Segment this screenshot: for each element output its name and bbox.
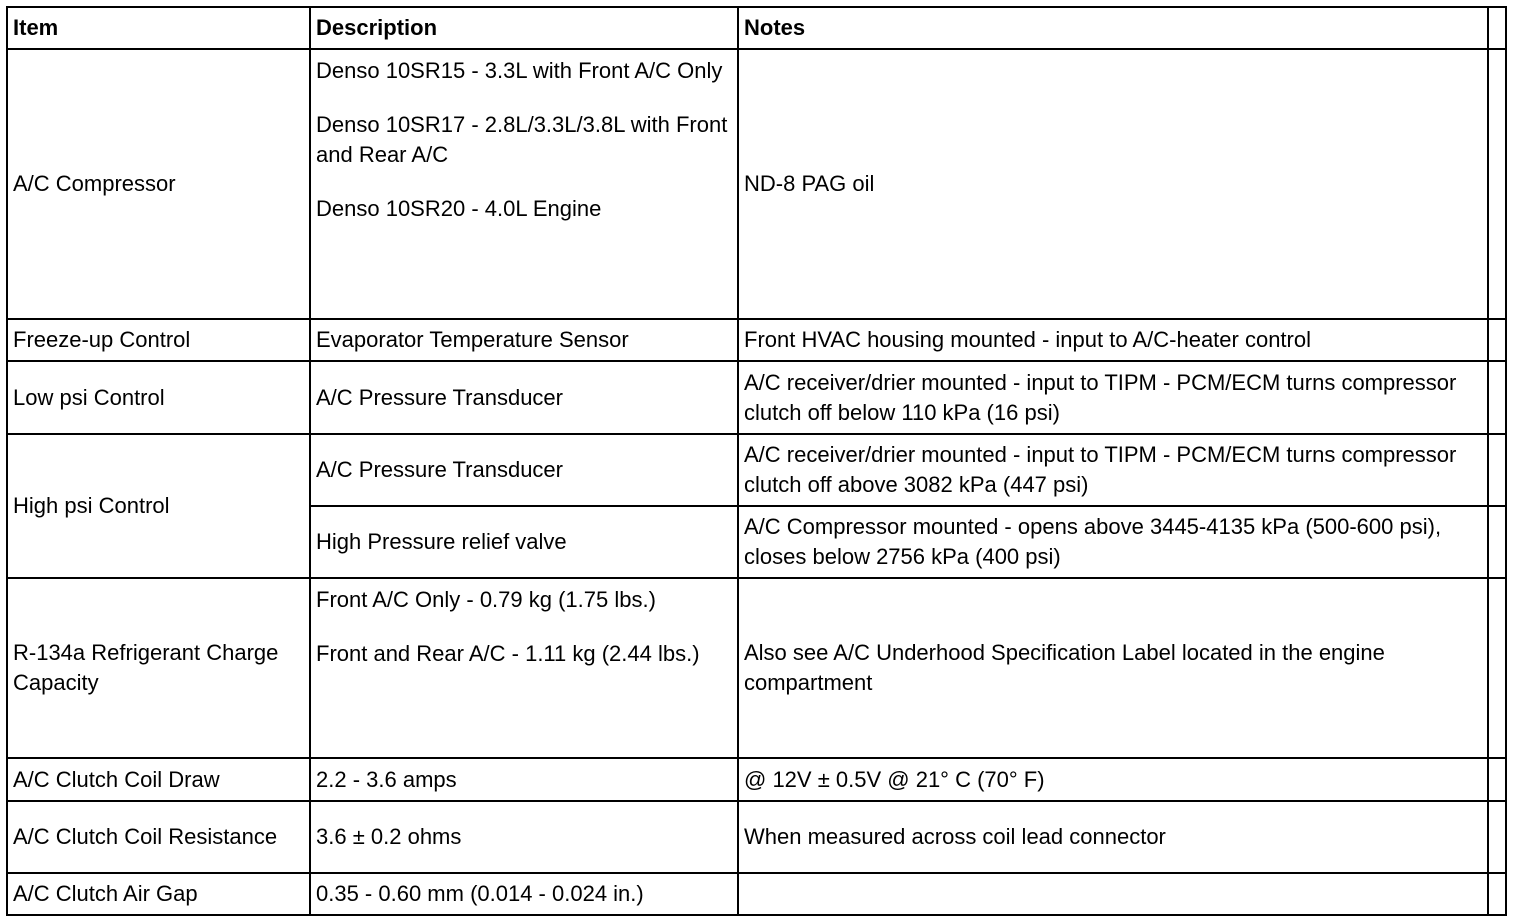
right-gutter-cell [1488, 7, 1506, 49]
notes-cell: Front HVAC housing mounted - input to A/C-heater control [738, 319, 1488, 361]
description-line: Front A/C Only - 0.79 kg (1.75 lbs.) [316, 587, 656, 612]
notes-cell: A/C Compressor mounted - opens above 3445-4135 kPa (500-600 psi), closes below 2756 kPa (400 psi) [738, 506, 1488, 578]
item-cell: Low psi Control [7, 361, 310, 434]
notes-cell: When measured across coil lead connector [738, 801, 1488, 873]
right-gutter-cell [1488, 434, 1506, 506]
ac-specifications-table [6, 6, 1507, 916]
description-cell: 2.2 - 3.6 amps [310, 758, 738, 801]
description-cell: High Pressure relief valve [310, 506, 738, 578]
item-cell: A/C Clutch Air Gap [7, 873, 310, 915]
header-notes: Notes [738, 7, 1488, 49]
description-line: Denso 10SR15 - 3.3L with Front A/C Only [316, 58, 723, 83]
item-cell: Freeze-up Control [7, 319, 310, 361]
table-row [7, 319, 1506, 361]
right-gutter-cell [1488, 319, 1506, 361]
table-row [7, 758, 1506, 801]
table-row [7, 49, 1506, 319]
table-header-row [7, 7, 1506, 49]
right-gutter-cell [1488, 506, 1506, 578]
description-cell [310, 578, 738, 758]
right-gutter-cell [1488, 801, 1506, 873]
right-gutter-cell [1488, 578, 1506, 758]
notes-cell: A/C receiver/drier mounted - input to TIPM - PCM/ECM turns compressor clutch off below 110 kPa (16 psi) [738, 361, 1488, 434]
right-gutter-cell [1488, 873, 1506, 915]
description-cell: A/C Pressure Transducer [310, 361, 738, 434]
description-cell: Evaporator Temperature Sensor [310, 319, 738, 361]
notes-cell: @ 12V ± 0.5V @ 21° C (70° F) [738, 758, 1488, 801]
right-gutter-cell [1488, 361, 1506, 434]
notes-cell [738, 873, 1488, 915]
header-item: Item [7, 7, 310, 49]
notes-cell: ND-8 PAG oil [738, 49, 1488, 319]
description-cell [310, 49, 738, 319]
table-row [7, 801, 1506, 873]
description-line: Denso 10SR20 - 4.0L Engine [316, 196, 602, 221]
description-cell: 0.35 - 0.60 mm (0.014 - 0.024 in.) [310, 873, 738, 915]
description-line: Denso 10SR17 - 2.8L/3.3L/3.8L with Front and Rear A/C [316, 112, 728, 167]
table-row [7, 361, 1506, 434]
description-cell: A/C Pressure Transducer [310, 434, 738, 506]
item-cell: A/C Compressor [7, 49, 310, 319]
table-row [7, 434, 1506, 506]
right-gutter-cell [1488, 49, 1506, 319]
table-row [7, 578, 1506, 758]
item-cell: A/C Clutch Coil Resistance [7, 801, 310, 873]
description-line: Front and Rear A/C - 1.11 kg (2.44 lbs.) [316, 641, 700, 666]
item-cell: High psi Control [7, 434, 310, 578]
right-gutter-cell [1488, 758, 1506, 801]
table-row [7, 873, 1506, 915]
notes-cell: Also see A/C Underhood Specification Label located in the engine compartment [738, 578, 1488, 758]
item-cell: A/C Clutch Coil Draw [7, 758, 310, 801]
description-cell: 3.6 ± 0.2 ohms [310, 801, 738, 873]
header-description: Description [310, 7, 738, 49]
notes-cell: A/C receiver/drier mounted - input to TIPM - PCM/ECM turns compressor clutch off above 3082 kPa (447 psi) [738, 434, 1488, 506]
item-cell: R-134a Refrigerant Charge Capacity [7, 578, 310, 758]
